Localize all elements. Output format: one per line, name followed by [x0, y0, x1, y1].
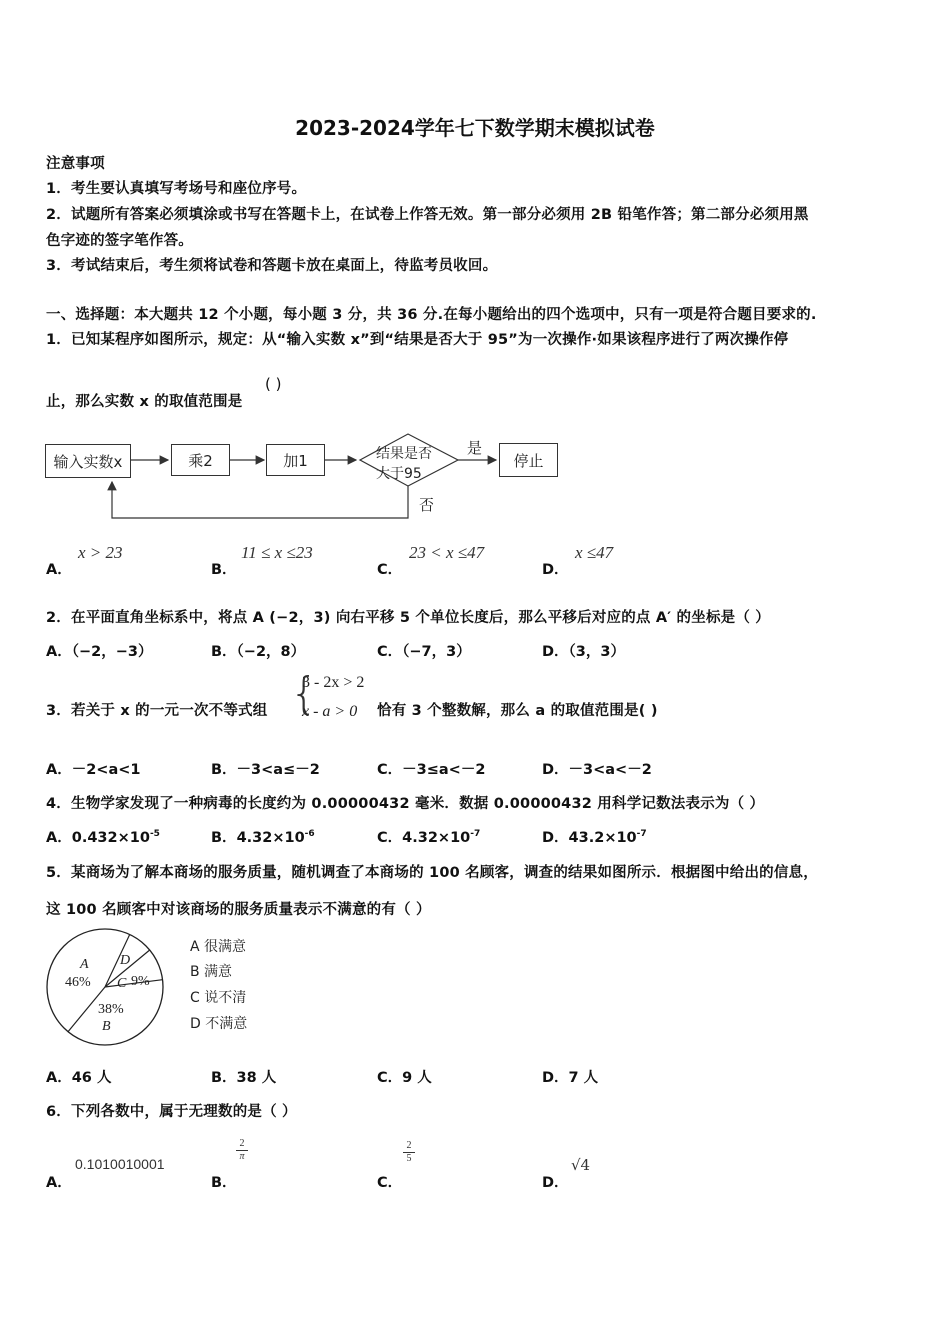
flow-stop-box: 停止 — [499, 443, 558, 477]
q5-option: B．38 人 — [211, 1070, 277, 1086]
q1-option-expr: x > 23 — [78, 543, 123, 562]
q1-option-expr: 23 < x ≤47 — [409, 543, 485, 562]
flow-decision-text: 结果是否 — [376, 446, 432, 462]
q5-option: C．9 人 — [377, 1070, 432, 1086]
pie-slice-percent: 46% — [65, 975, 91, 990]
q6-stem: 6．下列各数中，属于无理数的是（ ） — [46, 1104, 297, 1120]
q5-option: A．46 人 — [46, 1070, 112, 1086]
flow-add-box: 加1 — [266, 444, 325, 476]
pie-slice-label: C — [117, 976, 127, 991]
flow-decision-text: 大于95 — [376, 466, 422, 482]
q6-option-letter: D． — [542, 1175, 569, 1191]
q4-option: C．$4.32\times 10^{-7}$ — [377, 829, 481, 846]
q1-stem-line1: 1．已知某程序如图所示，规定：从“输入实数 x”到“结果是否大于 95”为一次操作·如果该程序进行了两次操作停 — [46, 332, 789, 348]
pie-slice-label: A — [80, 957, 89, 972]
q6-option-expr: 0.1010010001 — [75, 1156, 165, 1172]
q3-stem-suffix: 恰有 3 个整数解，那么 a 的取值范围是( ) — [377, 703, 658, 719]
q3-option: A．－2<a<1 — [46, 762, 141, 778]
q5-option: D．7 人 — [542, 1070, 599, 1086]
q6-option-letter: A． — [46, 1175, 72, 1191]
pie-slice-percent: 9% — [131, 974, 150, 989]
q2-stem: 2．在平面直角坐标系中，将点 A (−2，3) 向右平移 5 个单位长度后，那么平移后对应的点 A′ 的坐标是（ ） — [46, 610, 771, 626]
q3-option: B．－3<a≤－2 — [211, 762, 320, 778]
q3-brace: { — [290, 668, 318, 719]
q1-stem-line2: 止，那么实数 x 的取值范围是 — [46, 394, 243, 410]
q5-pie-chart — [40, 924, 180, 1050]
pie-legend-item: A 很满意 — [190, 939, 247, 955]
q6-fraction: 2 π — [236, 1138, 248, 1163]
q1-option-letter: B． — [211, 562, 237, 578]
pie-legend-item: D 不满意 — [190, 1016, 248, 1032]
q6-fraction: 2 5 — [403, 1140, 415, 1165]
q3-stem-prefix: 3．若关于 x 的一元一次不等式组 — [46, 703, 268, 719]
q2-option: A．（−2，−3） — [46, 644, 153, 660]
q3-inequality: x - a > 0 — [302, 703, 358, 720]
pie-slice-percent: 38% — [98, 1002, 124, 1017]
flow-no-label: 否 — [419, 496, 435, 514]
q6-option-letter: C． — [377, 1175, 403, 1191]
page-title: 2023-2024学年七下数学期末模拟试卷 — [295, 116, 655, 140]
pie-legend-item: C 说不清 — [190, 990, 247, 1006]
q4-option: D．$43.2\times 10^{-7}$ — [542, 829, 647, 846]
q2-option: C．（−7，3） — [377, 644, 471, 660]
q4-stem: 4．生物学家发现了一种病毒的长度约为 0.00000432 毫米．数据 0.00000432 用科学记数法表示为（ ） — [46, 796, 765, 812]
q1-option-expr: x ≤47 — [575, 543, 614, 562]
q3-option: D．－3<a<－2 — [542, 762, 652, 778]
flow-yes-label: 是 — [467, 439, 483, 457]
q1-option-expr: 11 ≤ x ≤23 — [241, 543, 313, 562]
pie-slice-label: D — [120, 953, 131, 968]
flow-input-box: 输入实数x — [45, 444, 131, 478]
q4-option: A．$0.432\times 10^{-5}$ — [46, 829, 160, 846]
q6-option-letter: B． — [211, 1175, 237, 1191]
notice-item: 2．试题所有答案必须填涂或书写在答题卡上，在试卷上作答无效。第一部分必须用 2B 铅笔作答；第二部分必须用黑 — [46, 207, 809, 223]
q1-option-letter: A． — [46, 562, 72, 578]
q5-stem-line2: 这 100 名顾客中对该商场的服务质量表示不满意的有（ ） — [46, 902, 431, 918]
flow-loop-arrow — [112, 482, 408, 518]
q2-option: B．（−2，8） — [211, 644, 306, 660]
q1-option-letter: C． — [377, 562, 403, 578]
pie-legend-item: B 满意 — [190, 964, 233, 980]
q5-stem-line1: 5．某商场为了解本商场的服务质量，随机调查了本商场的 100 名顾客，调查的结果如图所示．根据图中给出的信息， — [46, 865, 818, 881]
q3-inequality: 3 - 2x > 2 — [302, 674, 365, 691]
notice-item: 1．考生要认真填写考场号和座位序号。 — [46, 181, 307, 197]
q3-option: C．－3≤a<－2 — [377, 762, 486, 778]
section-heading: 一、选择题：本大题共 12 个小题，每小题 3 分，共 36 分.在每小题给出的四个选项中，只有一项是符合题目要求的. — [46, 307, 817, 323]
q1-answer-paren: ( ) — [265, 375, 282, 393]
notice-heading: 注意事项 — [46, 156, 105, 172]
notice-item: 色字迹的签字笔作答。 — [46, 233, 193, 249]
flow-multiply-box: 乘2 — [171, 444, 230, 476]
q6-option-expr: √4 — [571, 1156, 591, 1174]
q1-option-letter: D． — [542, 562, 569, 578]
notice-item: 3．考试结束后，考生须将试卷和答题卡放在桌面上，待监考员收回。 — [46, 258, 498, 274]
q4-option: B．$4.32\times 10^{-6}$ — [211, 829, 315, 846]
q2-option: D．（3，3） — [542, 644, 625, 660]
pie-slice-label: B — [102, 1019, 111, 1034]
